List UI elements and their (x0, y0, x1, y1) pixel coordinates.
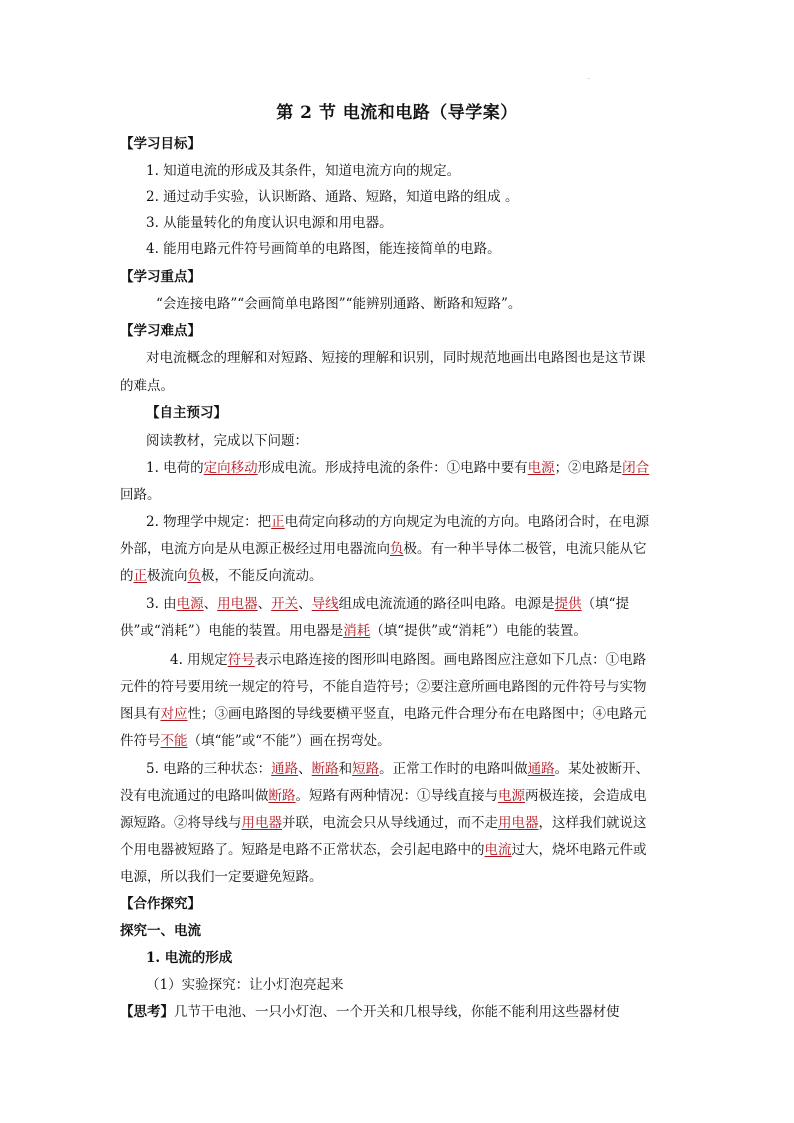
answer-blank: 提供 (554, 596, 582, 612)
think-label: 【思考】 (120, 1004, 174, 1020)
preview-question-2-cont: 的正极流向负极，不能反向流动。 (120, 568, 323, 584)
answer-blank: 定向移动 (203, 460, 258, 476)
preview-question-5-cont: 没有电流通过的电路叫做断路。短路有两种情况：①导线直接与电源两极连接，会造成电 (120, 788, 647, 804)
answer-blank: 用电器 (241, 815, 282, 831)
preview-intro: 阅读教材，完成以下问题： (146, 433, 308, 449)
answer-blank: 开关 (271, 596, 299, 612)
preview-question-5: 5. 电路的三种状态：通路、断路和短路。正常工作时的电路叫做通路。某处被断开、 (146, 761, 650, 777)
answer-blank: 断路 (311, 761, 339, 777)
think-paragraph: 【思考】几节干电池、一只小灯泡、一个开关和几根导线，你能不能利用这些器材使 (120, 1004, 620, 1020)
objectives-heading: 【学习目标】 (120, 136, 201, 152)
preview-question-5-cont: 电源，所以我们一定要避免短路。 (120, 869, 323, 885)
answer-blank: 不能 (160, 733, 188, 749)
answer-blank: 闭合 (622, 460, 650, 476)
cooperation-heading: 【合作探究】 (120, 896, 201, 912)
preview-question-2: 2. 物理学中规定：把正电荷定向移动的方向规定为电流的方向。电路闭合时，在电源 (146, 514, 650, 530)
answer-blank: 断路 (268, 788, 296, 804)
preview-heading: 【自主预习】 (146, 405, 227, 421)
answer-blank: 电源 (176, 596, 204, 612)
preview-question-1-cont: 回路。 (120, 487, 161, 503)
answer-blank: 正 (271, 514, 285, 530)
answer-blank: 通路 (527, 761, 555, 777)
answer-blank: 用电器 (498, 815, 539, 831)
preview-question-3: 3. 由电源、用电器、开关、导线组成电流流通的路径叫电路。电源是提供（填“提 (146, 596, 630, 612)
preview-question-5-cont: 源短路。②将导线与用电器并联，电流会只从导线通过，而不走用电器，这样我们就说这 (120, 815, 647, 831)
preview-question-4: 4. 用规定符号表示电路连接的图形叫电路图。画电路图应注意如下几点：①电路 (170, 652, 647, 668)
key-heading: 【学习重点】 (120, 269, 201, 285)
answer-blank: 用电器 (217, 596, 258, 612)
answer-blank: 电流 (484, 842, 512, 858)
preview-question-4-cont: 件符号不能（填“能”或“不能”）画在拐弯处。 (120, 733, 391, 749)
answer-blank: 正 (133, 568, 147, 584)
answer-blank: 电源 (527, 460, 555, 476)
preview-question-4-cont: 元件的符号要用统一规定的符号，不能自造符号；②要注意所画电路图的元件符号与实物 (120, 679, 647, 695)
objective-item: 1. 知道电流的形成及其条件，知道电流方向的规定。 (146, 163, 461, 179)
difficulty-text: 的难点。 (120, 378, 174, 394)
answer-blank: 对应 (160, 706, 188, 722)
answer-blank: 符号 (227, 652, 255, 668)
preview-question-1: 1. 电荷的定向移动形成电流。形成持电流的条件：①电路中要有电源；②电路是闭合 (146, 460, 650, 476)
answer-blank: 负 (187, 568, 201, 584)
difficulty-heading: 【学习难点】 (120, 323, 201, 339)
answer-blank: 消耗 (343, 623, 371, 639)
section-heading: 探究一、电流 (120, 923, 201, 939)
page-mark: · (588, 76, 590, 83)
answer-blank: 短路 (352, 761, 380, 777)
difficulty-text: 对电流概念的理解和对短路、短接的理解和识别，同时规范地画出电路图也是这节课 (146, 350, 646, 366)
objective-item: 4. 能用电路元件符号画简单的电路图，能连接简单的电路。 (146, 241, 501, 257)
subsection-heading: 1. 电流的形成 (146, 950, 233, 966)
page-title: 第 2 节 电流和电路（导学案） (276, 103, 518, 123)
answer-blank: 导线 (311, 596, 339, 612)
objective-item: 2. 通过动手实验，认识断路、通路、短路，知道电路的组成 。 (146, 189, 519, 205)
preview-question-2-cont: 外部，电流方向是从电源正极经过用电器流向负极。有一种半导体二极管，电流只能从它 (120, 541, 647, 557)
preview-question-4-cont: 图具有对应性；③画电路图的导线要横平竖直，电路元件合理分布在电路图中；④电路元 (120, 706, 647, 722)
key-text: “会连接电路”“会画简单电路图”“能辨别通路、断路和短路”。 (156, 296, 522, 312)
objective-item: 3. 从能量转化的角度认识电源和用电器。 (146, 215, 393, 231)
preview-question-3-cont: 供”或“消耗”）电能的装置。用电器是消耗（填“提供”或“消耗”）电能的装置。 (120, 623, 587, 639)
answer-blank: 通路 (271, 761, 299, 777)
answer-blank: 电源 (498, 788, 525, 804)
preview-question-5-cont: 个用电器被短路了。短路是电路不正常状态，会引起电路中的电流过大，烧坏电路元件或 (120, 842, 647, 858)
experiment-title: （1）实验探究：让小灯泡亮起来 (146, 977, 344, 993)
answer-blank: 负 (390, 541, 404, 557)
